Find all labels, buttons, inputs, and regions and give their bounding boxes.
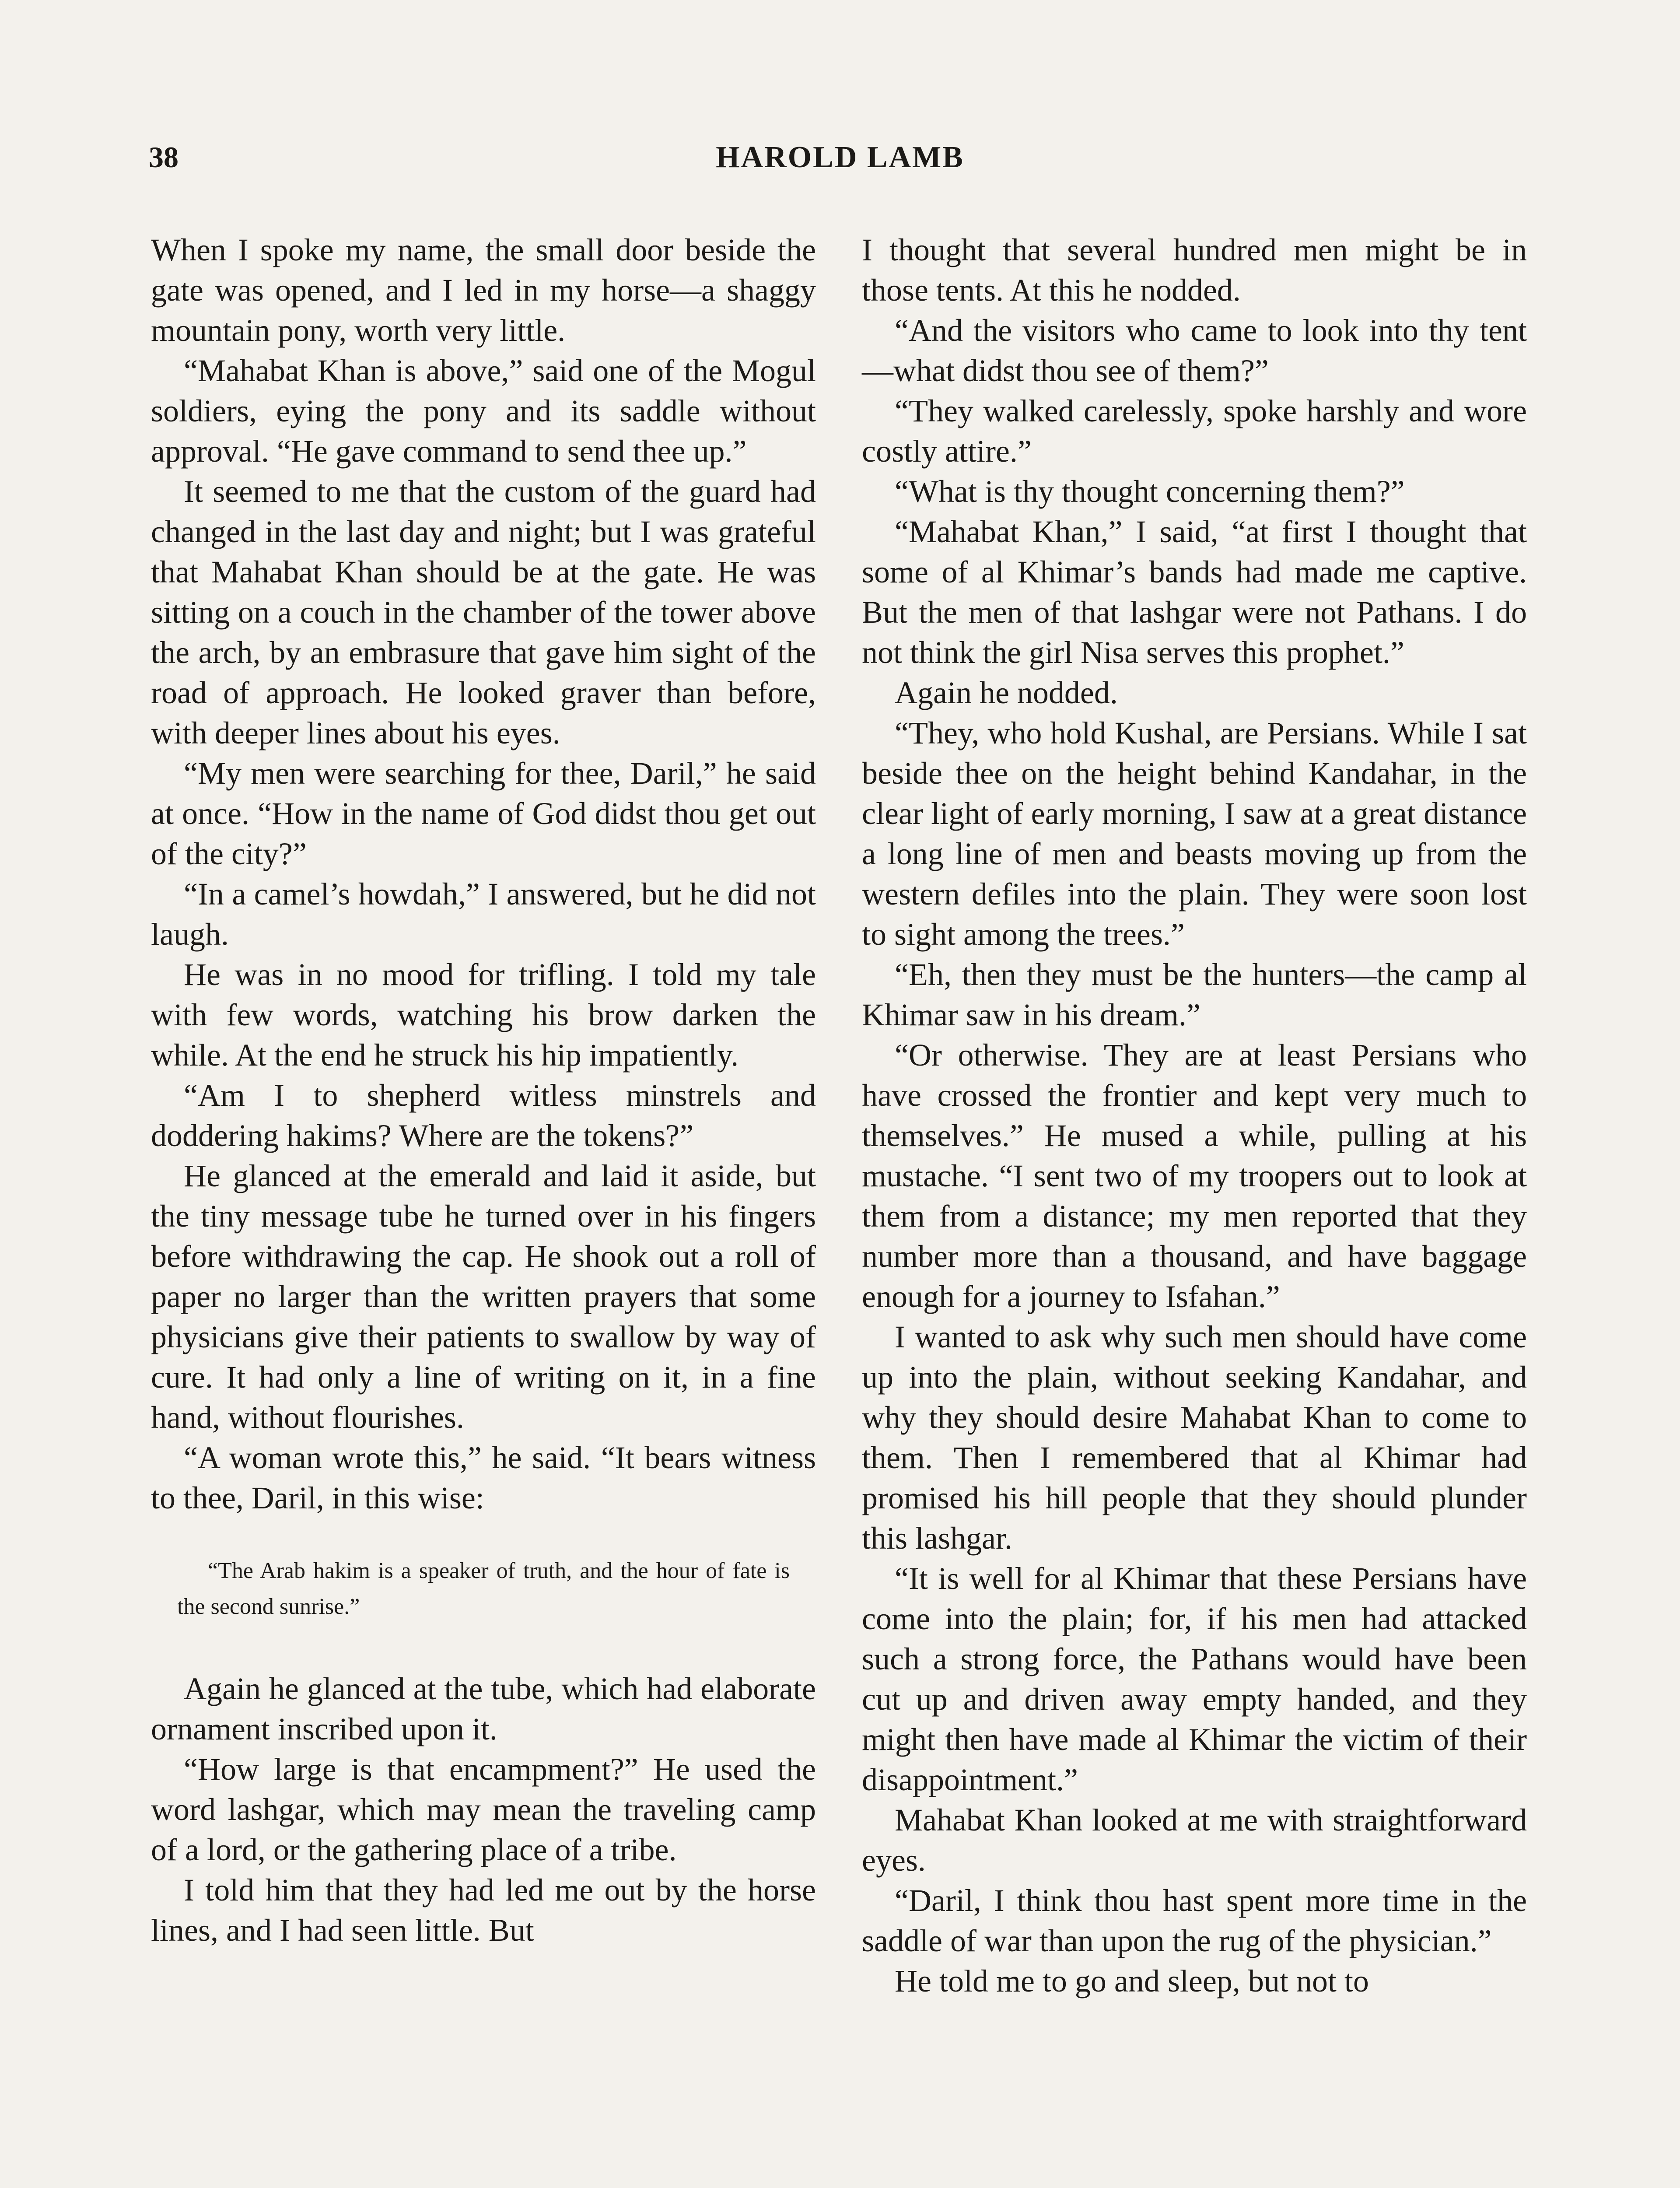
right-column (862, 230, 1527, 2001)
paragraph: He was in no mood for trifling. I told my tale with few words, watching his brow darken the while. At the end he struck his hip impatiently. (151, 957, 816, 1073)
paragraph: Mahabat Khan looked at me with straightforward eyes. (862, 1802, 1527, 1878)
paragraph: “Am I to shepherd witless minstrels and doddering hakims? Where are the tokens?” (151, 1078, 816, 1153)
quoted-letter: “The Arab hakim is a speaker of truth, and the hour of fate is the second sunrise.” (177, 1558, 790, 1619)
paragraph: I thought that several hundred men might be in those tents. At this he nodded. (862, 232, 1527, 308)
page-number: 38 (149, 140, 178, 174)
paragraph: “A woman wrote this,” he said. “It bears witness to thee, Daril, in this wise: (151, 1440, 816, 1515)
paragraph: Again he nodded. (895, 675, 1118, 710)
paragraph: I wanted to ask why such men should have come up into the plain, without seeking Kandahar, and why they should desire Mahabat Khan to come to them. Then I remembered that al Khimar had promised his hill people that they should plunder this lashgar. (862, 1319, 1527, 1556)
paragraph: I told him that they had led me out by the horse lines, and I had seen little. But (151, 1872, 816, 1948)
paragraph: “They, who hold Kushal, are Persians. While I sat beside thee on the height behind Kandahar, in the clear light of early morning, I saw at a great distance a long line of men and beasts moving up from the western defiles into the plain. They were soon lost to sight among the trees.” (862, 715, 1527, 952)
page-header (149, 140, 1531, 184)
paragraph: “Mahabat Khan is above,” said one of the Mogul soldiers, eying the pony and its saddle without approval. “He gave command to send thee up.” (151, 353, 816, 469)
paragraph: “And the visitors who came to look into thy tent—what didst thou see of them?” (862, 313, 1527, 388)
paragraph: Again he glanced at the tube, which had elaborate ornament inscribed upon it. (151, 1671, 816, 1746)
paragraph: “Or otherwise. They are at least Persians who have crossed the frontier and kept very much to themselves.” He mused a while, pulling at his mustache. “I sent two of my troopers out to look at them from a distance; my men reported that they number more than a thousand, and have baggage enough for a journey to Isfahan.” (862, 1038, 1527, 1314)
paragraph: “In a camel’s howdah,” I answered, but he did not laugh. (151, 877, 816, 952)
paragraph: “They walked carelessly, spoke harshly and wore costly attire.” (862, 393, 1527, 469)
paragraph: It seemed to me that the custom of the guard had changed in the last day and night; but I was grateful that Mahabat Khan should be at the gate. He was sitting on a couch in the chamber of the tower above the arch, by an embrasure that gave him sight of the road of approach. He looked graver than before, with deeper lines about his eyes. (151, 474, 816, 750)
paragraph: He glanced at the emerald and laid it aside, but the tiny message tube he turned over in his fingers before withdrawing the cap. He shook out a roll of paper no larger than the written prayers that some physicians give their patients to swallow by way of cure. It had only a line of writing on it, in a fine hand, without flourishes. (151, 1158, 816, 1435)
running-title: HAROLD LAMB (716, 140, 964, 174)
paragraph: When I spoke my name, the small door beside the gate was opened, and I led in my horse—a shaggy mountain pony, worth very little. (151, 232, 816, 348)
paragraph: “Mahabat Khan,” I said, “at first I thought that some of al Khimar’s bands had made me captive. But the men of that lashgar were not Pathans. I do not think the girl Nisa serves this prophet.” (862, 514, 1527, 670)
paragraph: “How large is that encampment?” He used the word lashgar, which may mean the traveling camp of a lord, or the gathering place of a tribe. (151, 1752, 816, 1867)
paragraph: “Eh, then they must be the hunters—the camp al Khimar saw in his dream.” (862, 957, 1527, 1032)
left-column (151, 230, 816, 1950)
paragraph: “My men were searching for thee, Daril,” he said at once. “How in the name of God didst thou get out of the city?” (151, 756, 816, 871)
paragraph: “It is well for al Khimar that these Persians have come into the plain; for, if his men had attacked such a strong force, the Pathans would have been cut up and driven away empty handed, and they might then have made al Khimar the victim of their disappointment.” (862, 1561, 1527, 1797)
paragraph: He told me to go and sleep, but not to (895, 1964, 1369, 1999)
paragraph: “Daril, I think thou hast spent more time in the saddle of war than upon the rug of the physician.” (862, 1883, 1527, 1958)
paragraph: “What is thy thought concerning them?” (895, 474, 1405, 509)
